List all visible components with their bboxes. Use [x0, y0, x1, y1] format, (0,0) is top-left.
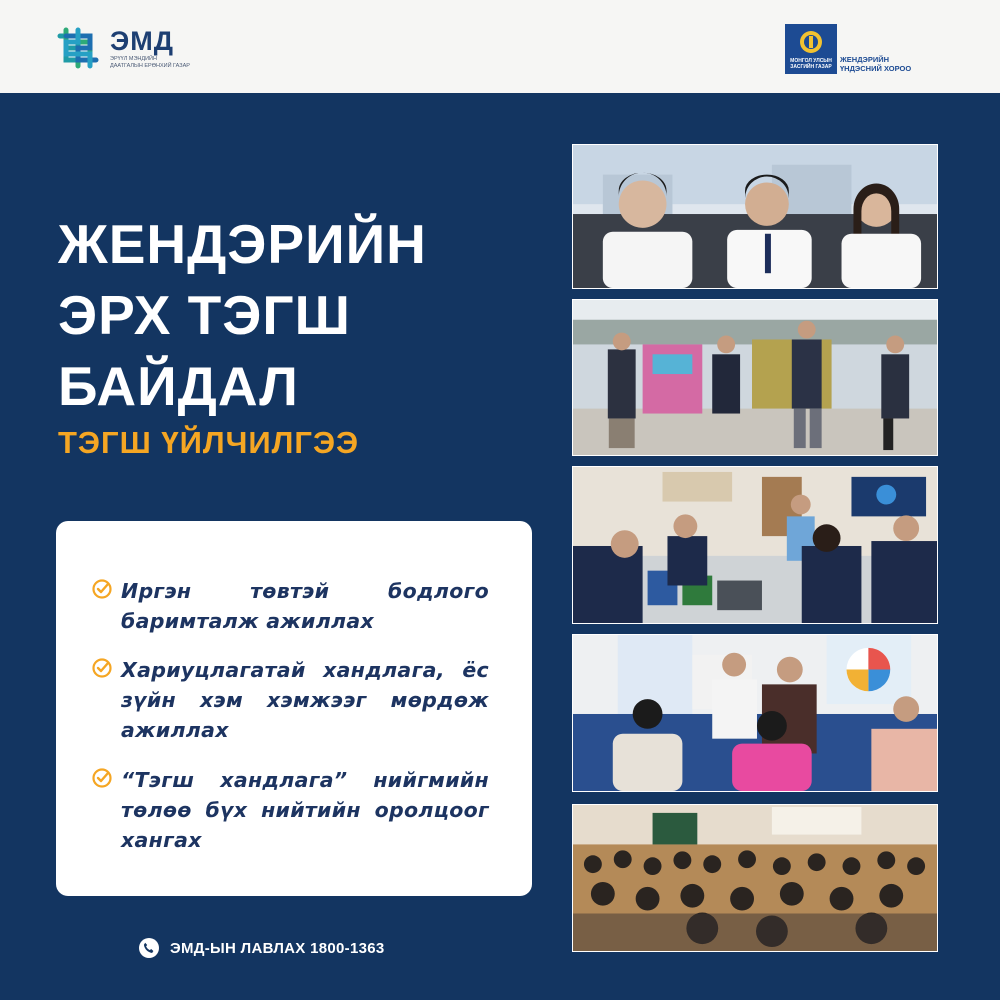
- title-line-2: ЭРХ ТЭГШ: [58, 284, 351, 346]
- phone-icon: [138, 937, 160, 959]
- check-circle-icon: [91, 767, 113, 789]
- title-line-1: ЖЕНДЭРИЙН: [58, 213, 427, 275]
- page-title: [58, 209, 427, 422]
- government-logo-box: [785, 24, 837, 74]
- principles-card: [56, 521, 532, 896]
- check-circle-icon: [91, 657, 113, 679]
- page-subtitle: ТЭГШ ҮЙЛЧИЛГЭЭ: [58, 425, 360, 460]
- gender-committee-name: ЖЕНДЭРИЙН ҮНДЭСНИЙ ХОРОО: [840, 55, 912, 73]
- logo-name: ЭМД: [110, 26, 174, 56]
- photo-call-center: [572, 144, 938, 289]
- header-bar: [0, 0, 1000, 93]
- principle-item: [91, 765, 489, 855]
- principle-text: Иргэн төвтэй бодлого баримталж ажиллах: [121, 579, 489, 633]
- principle-text: “Тэгш хандлага” нийгмийн төлөө бүх нийтийн оролцоог хангах: [121, 768, 489, 852]
- principle-text: Хариуцлагатай хандлага, ёс зүйн хэм хэмжээг мөрдөж ажиллах: [121, 658, 489, 742]
- principle-item: [91, 576, 489, 636]
- photo-training-hall: [572, 804, 938, 952]
- check-circle-icon: [91, 578, 113, 600]
- gov-box-text: МОНГОЛ УЛСЫН ЗАСГИЙН ГАЗАР: [790, 58, 832, 70]
- photo-market-outreach: [572, 299, 938, 456]
- hotline: [138, 937, 385, 959]
- government-emblem-icon: [799, 30, 823, 54]
- title-line-3: БАЙДАЛ: [58, 355, 299, 417]
- emd-logo-icon: [52, 22, 104, 74]
- photo-police-desk: [572, 466, 938, 624]
- hotline-text: ЭМД-ЫН ЛАВЛАХ 1800-1363: [170, 939, 385, 957]
- principle-item: [91, 655, 489, 745]
- logo-subtitle: ЭРҮҮЛ МЭНДИЙН ДААТГАЛЫН ЕРӨНХИЙ ГАЗАР: [110, 56, 190, 69]
- photo-info-booth: [572, 634, 938, 792]
